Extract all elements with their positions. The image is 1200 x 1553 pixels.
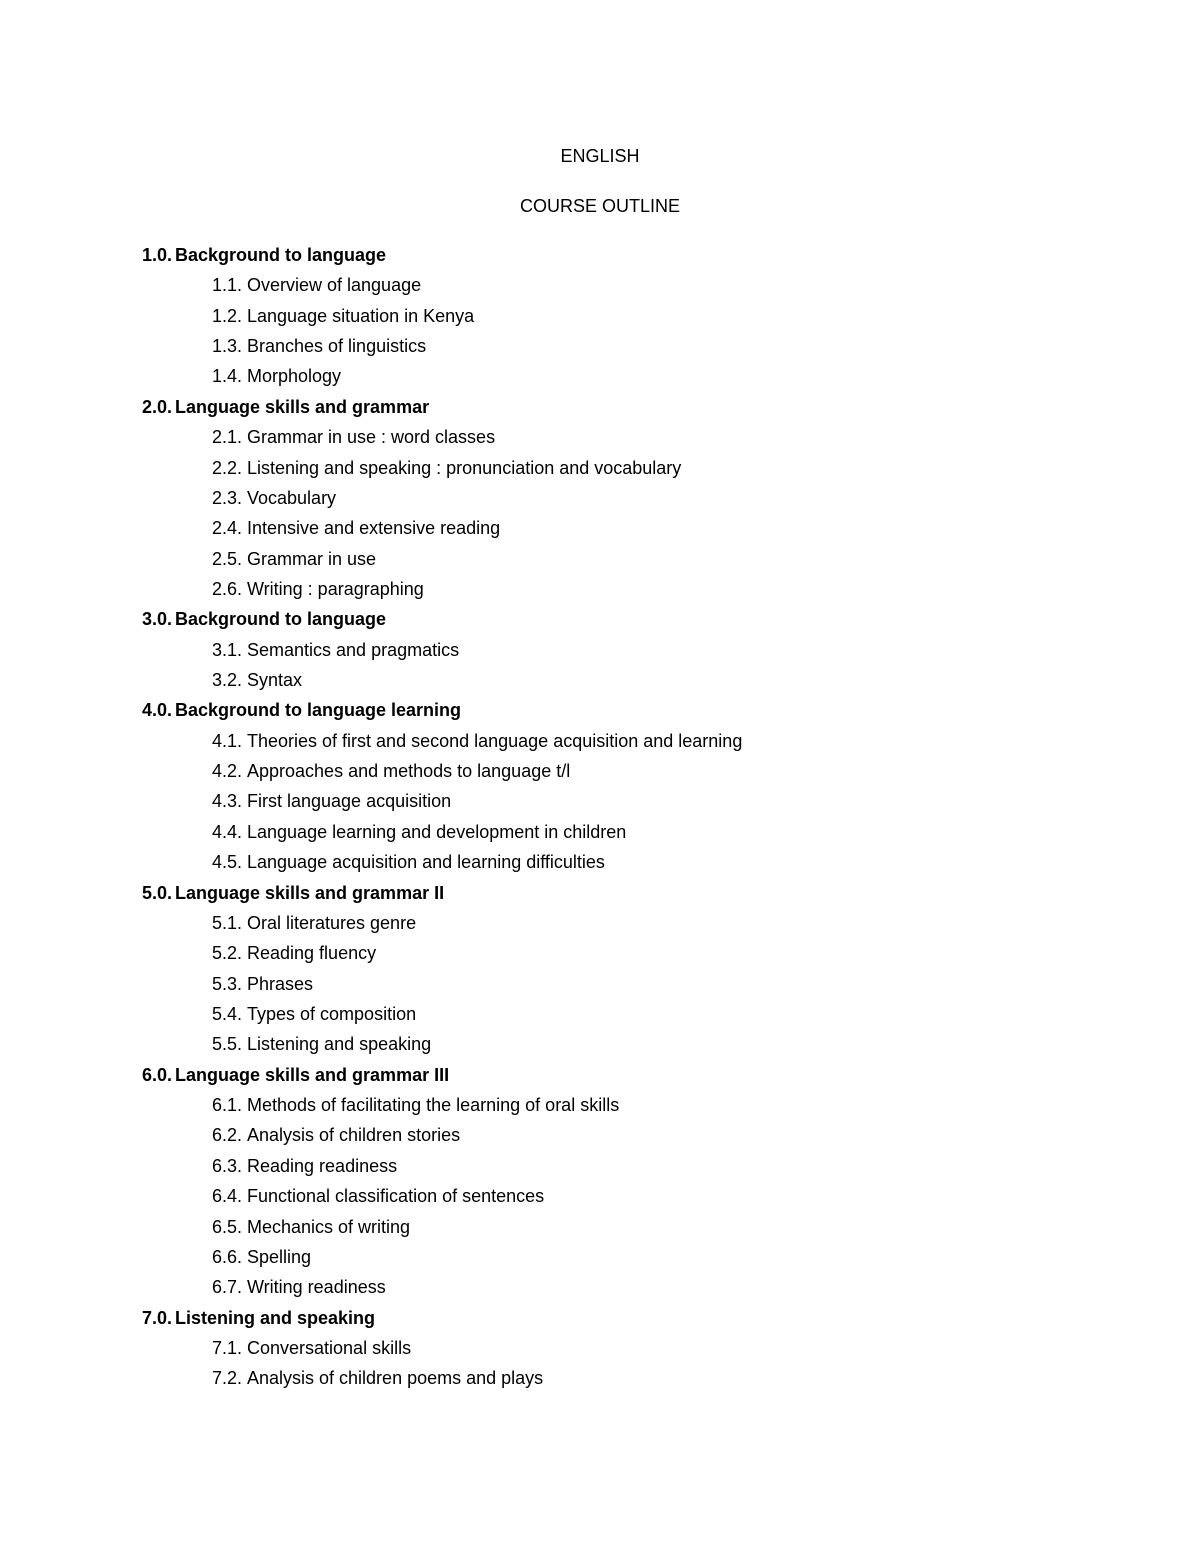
subsection-item [142,1093,1142,1123]
section-number: 2.0. [142,396,173,417]
subsection-item [142,638,1142,668]
subsection-text: Listening and speaking : pronunciation and vocabulary [247,457,682,478]
section-heading [142,698,1142,728]
subsection-item [142,456,1142,486]
subsection-number: 4.1. [212,730,243,751]
subsection-text: Analysis of children poems and plays [247,1368,544,1389]
subsection-item [142,820,1142,850]
subsection-number: 6.4. [212,1186,243,1207]
subsection-text: Spelling [247,1246,312,1267]
section-title: Language skills and grammar III [175,1064,450,1085]
section-heading [142,243,1142,273]
subsection-number: 4.4. [212,821,243,842]
subsection-item [142,972,1142,1002]
subsection-item [142,1275,1142,1305]
subsection-text: Writing : paragraphing [247,578,424,599]
subsection-item [142,1245,1142,1275]
section-heading [142,1306,1142,1336]
subsection-text: Conversational skills [247,1337,412,1358]
subsection-number: 3.2. [212,670,243,691]
section-number: 7.0. [142,1307,173,1328]
subsection-number: 2.4. [212,518,243,539]
subsection-number: 2.5. [212,548,243,569]
subsection-number: 2.3. [212,487,243,508]
subsection-text: Grammar in use [247,548,377,569]
section-number: 3.0. [142,609,173,630]
section-title: Background to language [175,245,387,265]
section-number: 1.0. [142,245,173,265]
subsection-item [142,1154,1142,1184]
subsection-item [142,486,1142,516]
subsection-number: 2.1. [212,427,243,448]
subsection-item [142,668,1142,698]
subsection-text: Overview of language [247,275,422,296]
subsection-item [142,1123,1142,1153]
subsection-text: Reading readiness [247,1155,398,1176]
subsection-item [142,911,1142,941]
subsection-item [142,1215,1142,1245]
subsection-number: 4.2. [212,761,243,782]
subsection-item [142,577,1142,607]
subsection-text: Oral literatures genre [247,912,417,933]
subsection-number: 4.3. [212,791,243,812]
subsection-item [142,1336,1142,1366]
subsection-text: Grammar in use : word classes [247,427,496,448]
subsection-item [142,850,1142,880]
subsection-number: 6.2. [212,1125,243,1146]
subsection-number: 1.3. [212,336,243,357]
subsection-text: Language situation in Kenya [247,305,475,326]
subsection-text: Listening and speaking [247,1034,432,1055]
subsection-text: Functional classification of sentences [247,1186,545,1207]
subsection-item [142,516,1142,546]
subsection-text: Language learning and development in children [247,821,627,842]
subsection-text: Syntax [247,670,303,691]
subsection-number: 1.2. [212,305,243,326]
subsection-number: 5.1. [212,912,243,933]
section-title: Background to language learning [175,700,462,721]
subsection-item [142,364,1142,394]
subsection-text: Intensive and extensive reading [247,518,501,539]
subsection-number: 1.4. [212,366,243,387]
subsection-number: 5.4. [212,1003,243,1024]
subsection-text: Phrases [247,973,314,994]
subsection-text: Writing readiness [247,1277,386,1298]
subsection-item [142,941,1142,971]
subsection-text: Theories of first and second language acquisition and learning [247,730,743,751]
subsection-number: 7.1. [212,1337,243,1358]
subsection-number: 7.2. [212,1368,243,1389]
subsection-number: 5.3. [212,973,243,994]
section-number: 5.0. [142,882,173,903]
section-heading [142,607,1142,637]
subsection-text: Reading fluency [247,943,377,964]
subsection-text: Semantics and pragmatics [247,639,460,660]
section-heading [142,395,1142,425]
subsection-text: First language acquisition [247,791,452,812]
subsection-text: Types of composition [247,1003,417,1024]
subsection-item [142,1032,1142,1062]
section-heading [142,881,1142,911]
subsection-item [142,1366,1142,1396]
subsection-number: 2.6. [212,578,243,599]
subsection-number: 5.5. [212,1034,243,1055]
subsection-item [142,729,1142,759]
subsection-text: Mechanics of writing [247,1216,411,1237]
subsection-number: 6.3. [212,1155,243,1176]
document-title: ENGLISH [560,146,640,166]
section-number: 4.0. [142,700,173,721]
subsection-text: Methods of facilitating the learning of oral skills [247,1095,620,1116]
subsection-text: Analysis of children stories [247,1125,461,1146]
subsection-number: 6.7. [212,1277,243,1298]
subsection-item [142,789,1142,819]
subsection-text: Morphology [247,366,342,387]
subsection-text: Language acquisition and learning difficulties [247,852,605,873]
subsection-item [142,334,1142,364]
subsection-number: 6.5. [212,1216,243,1237]
subsection-item [142,1002,1142,1032]
subsection-number: 6.6. [212,1246,243,1267]
subsection-text: Branches of linguistics [247,336,427,357]
section-title: Language skills and grammar [175,396,430,417]
subsection-number: 4.5. [212,852,243,873]
subsection-item [142,273,1142,303]
subsection-number: 6.1. [212,1095,243,1116]
subsection-number: 5.2. [212,943,243,964]
subsection-item [142,759,1142,789]
section-number: 6.0. [142,1064,173,1085]
section-title: Background to language [175,609,387,630]
subsection-item [142,547,1142,577]
subsection-number: 2.2. [212,457,243,478]
subsection-text: Approaches and methods to language t/l [247,761,571,782]
subsection-number: 1.1. [212,275,243,296]
subsection-text: Vocabulary [247,487,337,508]
subsection-number: 3.1. [212,639,243,660]
subsection-item [142,425,1142,455]
document-subtitle: COURSE OUTLINE [519,196,681,216]
section-heading [142,1063,1142,1093]
course-outline-list [142,243,1142,1397]
section-title: Listening and speaking [175,1307,376,1328]
section-title: Language skills and grammar II [175,882,445,903]
subsection-item [142,1184,1142,1214]
subsection-item [142,304,1142,334]
